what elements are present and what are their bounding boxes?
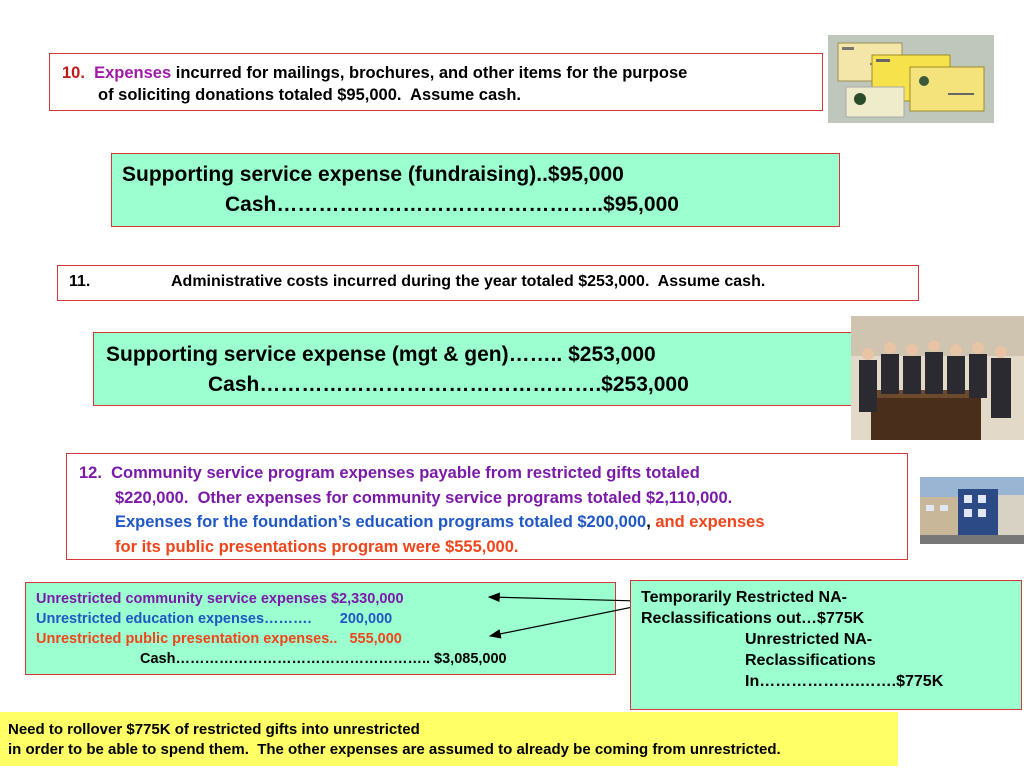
item-12-line-3-orange: and expenses [650,513,765,531]
reclass-line-1: Temporarily Restricted NA- [641,589,847,606]
item-10-number: 10. [62,64,85,82]
item-12-line-3-comma: , [646,513,651,531]
journal-3-line-1: Unrestricted community service expenses $2,330,000 [36,591,404,607]
item-10-keyword: Expenses [94,64,172,82]
journal-1-debit: Supporting service expense (fundraising)..$95,000 [122,163,624,186]
rollover-note [0,712,898,766]
journal-3-line-3: Unrestricted public presentation expenses.. 555,000 [36,631,402,647]
item-12-line-3-blue: Expenses for the foundation’s education programs totaled $200,000 [115,513,647,531]
note-line-2: in order to be able to spend them. The other expenses are assumed to already be coming from unrestricted. [8,741,781,758]
journal-3-line-4: Cash…………………………………………….. $3,085,000 [140,651,507,667]
journal-3-line-2: Unrestricted education expenses………. 200,000 [36,611,393,627]
item-11-number: 11. [69,273,91,290]
note-line-1: Need to rollover $775K of restricted gifts into unrestricted [8,721,420,738]
arrow-to-presentation-line [490,606,638,636]
arrow-to-community-line [489,597,638,601]
journal-2-debit: Supporting service expense (mgt & gen)…….. $253,000 [106,343,656,366]
reclass-line-3: Unrestricted NA- [745,631,873,648]
journal-2-credit: Cash………………………………………….$253,000 [208,373,689,396]
item-10-line-2: of soliciting donations totaled $95,000. Assume cash. [98,86,521,104]
reclass-line-5: In……………….…….$775K [745,673,944,690]
reclass-line-2: Reclassifications out…$775K [641,610,865,627]
item-10-line-1-text: incurred for mailings, brochures, and other items for the purpose [171,64,688,82]
item-12-line-1-text: Community service program expenses payable from restricted gifts totaled [111,464,700,482]
item-11-text: Administrative costs incurred during the year totaled $253,000. Assume cash. [171,273,766,290]
reclassification-entry [630,580,1022,710]
item-12-line-2: $220,000. Other expenses for community service programs totaled $2,110,000. [115,488,733,507]
item-12-line-4: for its public presentations program were $555,000. [115,537,519,556]
reclass-line-4: Reclassifications [745,652,876,669]
journal-1-credit: Cash………………………………………..$95,000 [225,193,679,216]
item-12-number: 12. [79,464,102,482]
